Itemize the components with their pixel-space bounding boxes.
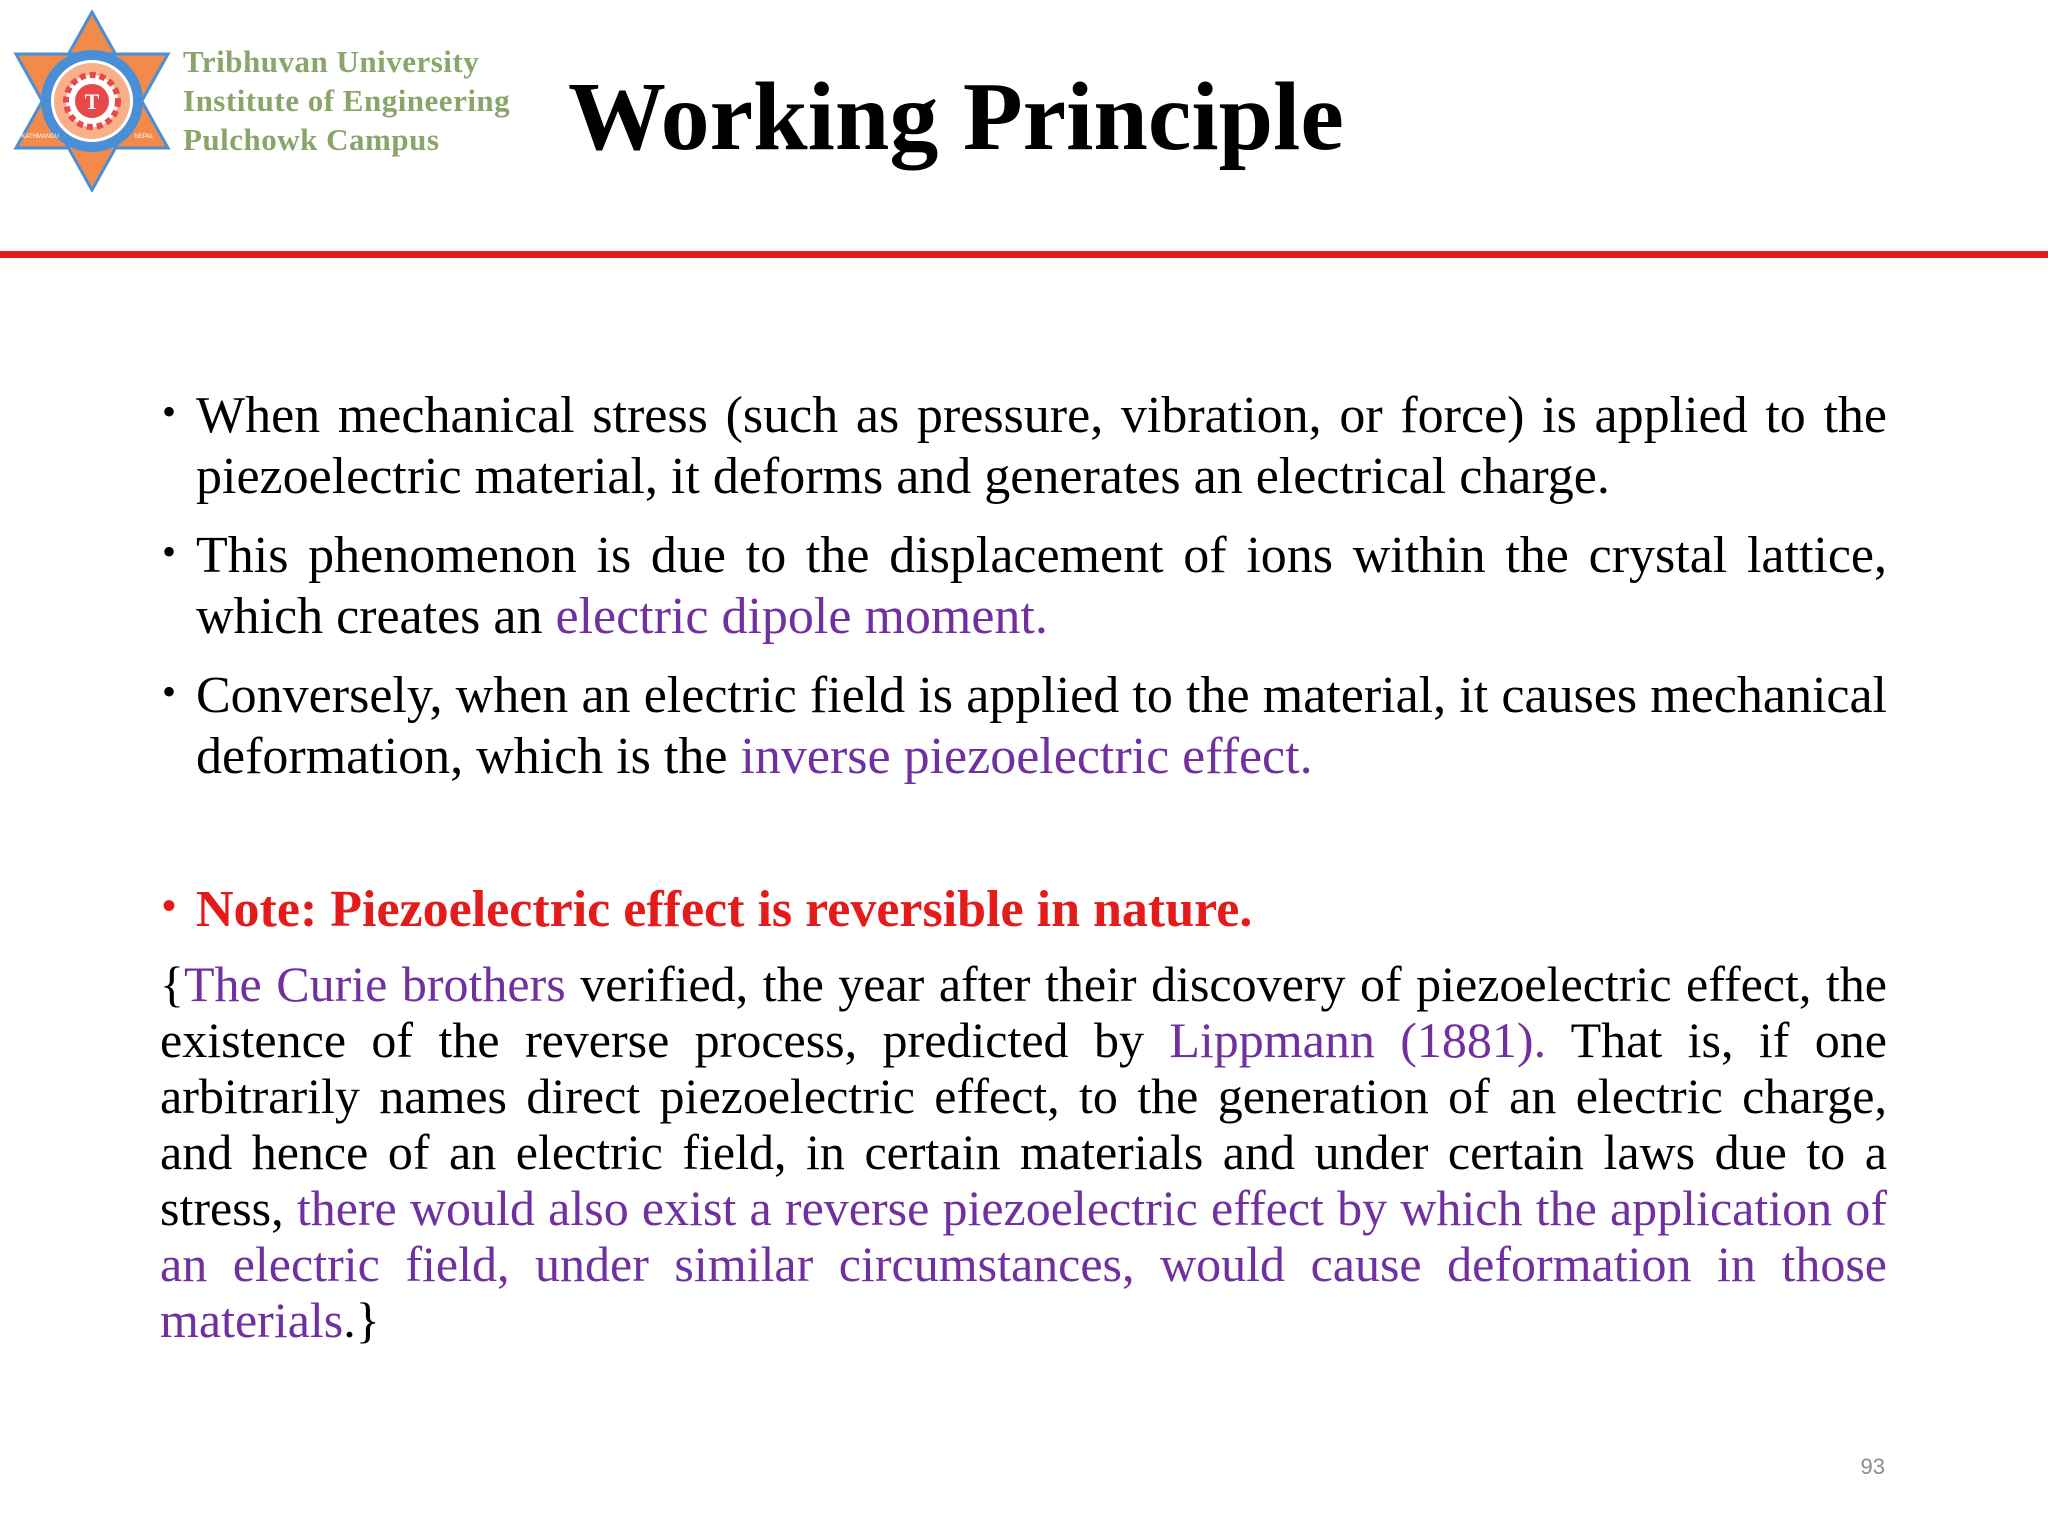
svg-text:NEPAL: NEPAL <box>134 134 154 140</box>
university-logo-icon <box>12 10 172 192</box>
bullet-text: Conversely, when an electric field is applied to the material, it causes mechanical deformation, which is the <box>196 667 1887 785</box>
bullet-icon: • <box>162 669 177 714</box>
bullet-highlight: inverse piezoelectric effect. <box>740 728 1313 785</box>
institution-line-institute: Institute of Engineering <box>183 83 511 118</box>
bullet-highlight: electric dipole moment. <box>555 588 1048 645</box>
bullet-item <box>160 525 1887 647</box>
bullet-text: This phenomenon is due to the displacement of ions within the crystal lattice, which creates an <box>196 527 1887 645</box>
note-text: Note: Piezoelectric effect is reversible in nature. <box>196 881 1253 938</box>
svg-text:KATHMANDU: KATHMANDU <box>21 134 59 140</box>
paragraph-text-2: That is, if one arbitrarily names direct piezoelectric effect, to the generation of an electric charge, and hence of an electric field, in certain materials and under certain laws due to a stress, <box>160 1012 1888 1236</box>
slide-header <box>0 0 2048 255</box>
curie-paragraph <box>160 956 1887 1348</box>
institution-name <box>183 42 510 159</box>
closing-brace: .} <box>343 1292 380 1348</box>
bullet-text: When mechanical stress (such as pressure, vibration, or force) is applied to the piezoelectric material, it deforms and generates an electrical charge. <box>196 387 1887 505</box>
bullet-icon: • <box>162 389 177 434</box>
curie-brothers-highlight: The Curie brothers <box>184 956 566 1012</box>
svg-text:T: T <box>84 89 100 114</box>
header-divider <box>0 251 2048 258</box>
bullet-item <box>160 385 1887 507</box>
institution-line-campus: Pulchowk Campus <box>183 122 440 157</box>
slide-content <box>160 385 1887 1348</box>
lippmann-highlight: Lippmann (1881). <box>1169 1012 1547 1068</box>
reverse-effect-highlight: there would also exist a reverse piezoelectric effect by which the application of an electric field, under similar circumstances, would cause deformation in those materials <box>160 1180 1887 1348</box>
bullet-item <box>160 665 1887 787</box>
slide-title: Working Principle <box>568 63 1344 171</box>
paragraph-text-1: verified, the year after their discovery of piezoelectric effect, the existence of the reverse process, predicted by <box>160 956 1887 1068</box>
page-number: 93 <box>1860 1454 1885 1479</box>
open-brace: { <box>160 956 184 1012</box>
bullet-icon: • <box>162 883 177 928</box>
institution-line-university: Tribhuvan University <box>183 44 480 79</box>
note-bullet <box>160 879 1887 940</box>
bullet-icon: • <box>162 529 177 574</box>
